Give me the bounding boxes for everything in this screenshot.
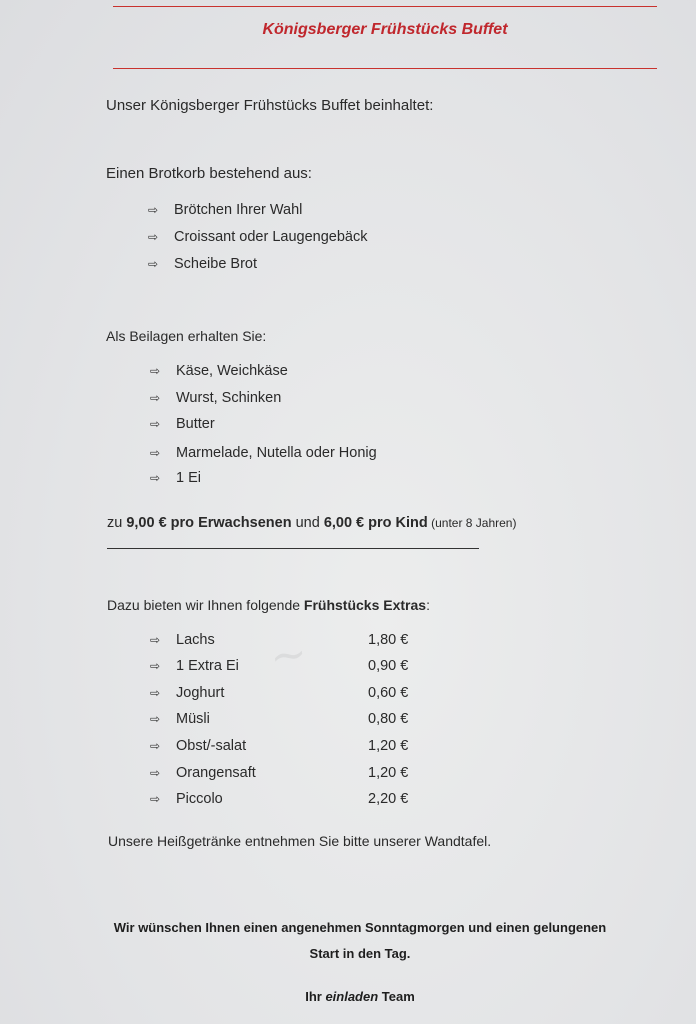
extras-item: ⇨ Lachs [150, 632, 215, 648]
closing-line-1: Wir wünschen Ihnen einen angenehmen Sonntagmorgen und einen gelungenen [113, 920, 607, 935]
sides-item: ⇨ Butter [150, 416, 215, 432]
sides-heading: Als Beilagen erhalten Sie: [106, 328, 267, 344]
extras-item: ⇨ Orangensaft [150, 765, 256, 781]
faded-watermark: ~ [266, 627, 311, 684]
sides-item: ⇨ Wurst, Schinken [150, 390, 282, 406]
hot-drinks-note: Unsere Heißgetränke entnehmen Sie bitte unserer Wandtafel. [108, 833, 492, 849]
title-red-rule [113, 68, 657, 69]
extras-price: 1,20 € [368, 765, 409, 781]
extras-price: 2,20 € [368, 791, 409, 807]
extras-item: ⇨ Müsli [150, 711, 210, 727]
arrow-right-icon: ⇨ [148, 230, 159, 244]
arrow-right-icon: ⇨ [150, 659, 161, 673]
extras-item: ⇨ Joghurt [150, 685, 225, 701]
arrow-right-icon: ⇨ [150, 364, 161, 378]
arrow-right-icon: ⇨ [150, 391, 161, 405]
arrow-right-icon: ⇨ [150, 471, 161, 485]
sides-item: ⇨ Marmelade, Nutella oder Honig [150, 445, 377, 461]
arrow-right-icon: ⇨ [150, 633, 161, 647]
page-title: Königsberger Frühstücks Buffet [262, 21, 508, 38]
extras-item: ⇨ 1 Extra Ei [150, 658, 239, 674]
arrow-right-icon: ⇨ [148, 203, 159, 217]
sides-item: ⇨ Käse, Weichkäse [150, 363, 288, 379]
price-line: zu 9,00 € pro Erwachsenen und 6,00 € pro Kind (unter 8 Jahren) [107, 515, 517, 531]
sides-item: ⇨ 1 Ei [150, 470, 201, 486]
closing-line-2: Start in den Tag. [309, 946, 411, 961]
team-signature: Ihr einladen Team [305, 989, 415, 1004]
arrow-right-icon: ⇨ [150, 446, 161, 460]
extras-item: ⇨ Piccolo [150, 791, 223, 807]
extras-price: 0,60 € [368, 685, 409, 701]
arrow-right-icon: ⇨ [148, 257, 159, 271]
bread-item: ⇨ Scheibe Brot [148, 256, 258, 272]
extras-price: 1,80 € [368, 632, 409, 648]
arrow-right-icon: ⇨ [150, 417, 161, 431]
arrow-right-icon: ⇨ [150, 739, 161, 753]
top-red-rule [113, 6, 657, 7]
bread-item: ⇨ Croissant oder Laugengebäck [148, 229, 368, 245]
brand-name: einladen [325, 989, 379, 1004]
price-underline [107, 548, 479, 549]
extras-price: 0,80 € [368, 711, 409, 727]
extras-price: 1,20 € [368, 738, 409, 754]
bread-item: ⇨ Brötchen Ihrer Wahl [148, 202, 303, 218]
arrow-right-icon: ⇨ [150, 766, 161, 780]
intro-text: Unser Königsberger Frühstücks Buffet beinhaltet: [106, 97, 434, 114]
arrow-right-icon: ⇨ [150, 686, 161, 700]
extras-item: ⇨ Obst/-salat [150, 738, 247, 754]
adult-price: 9,00 € pro Erwachsenen [126, 515, 292, 531]
child-price: 6,00 € pro Kind [323, 515, 428, 531]
arrow-right-icon: ⇨ [150, 792, 161, 806]
child-age-note: (unter 8 Jahren) [427, 516, 517, 530]
arrow-right-icon: ⇨ [150, 712, 161, 726]
extras-heading: Dazu bieten wir Ihnen folgende Frühstücks Extras: [107, 597, 430, 613]
extras-price: 0,90 € [368, 658, 409, 674]
bread-heading: Einen Brotkorb bestehend aus: [106, 165, 312, 182]
